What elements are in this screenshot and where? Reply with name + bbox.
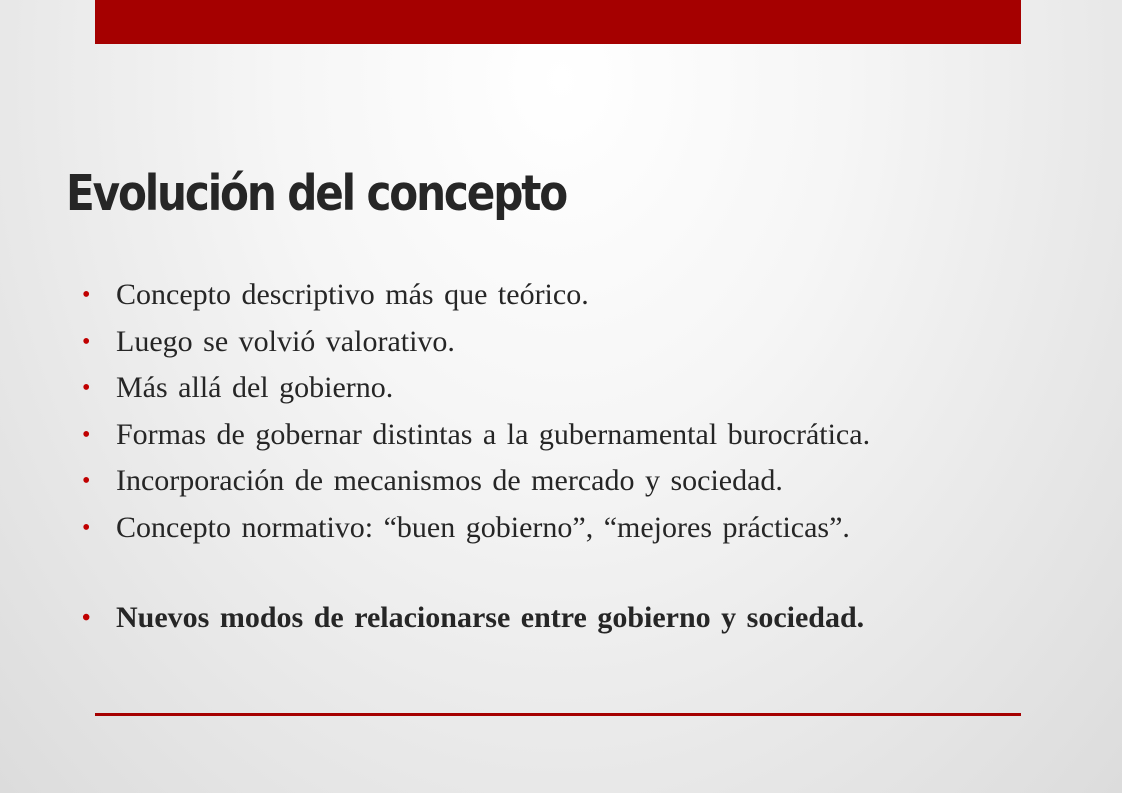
bullet-text: Concepto descriptivo más que teórico. — [116, 278, 589, 311]
bullet-text: Nuevos modos de relacionarse entre gobierno y sociedad. — [116, 601, 865, 634]
bullet-text: Formas de gobernar distintas a la gubernamental burocrática. — [116, 417, 871, 451]
bottom-divider — [95, 713, 1021, 716]
bullet-item — [82, 508, 870, 555]
bullet-item — [82, 368, 870, 415]
bullet-text: Incorporación de mecanismos de mercado y sociedad. — [116, 464, 783, 497]
bullet-icon: • — [82, 282, 91, 308]
bullet-item-emphasis — [82, 598, 870, 645]
bullet-icon: • — [82, 605, 91, 631]
slide-title: Evolución del concepto — [66, 165, 567, 222]
bullet-item — [82, 461, 870, 508]
bullet-item — [82, 275, 870, 322]
bullet-text: Más allá del gobierno. — [116, 371, 394, 404]
bullet-icon: • — [82, 375, 91, 401]
bullet-item — [82, 322, 870, 369]
bullet-text: Concepto normativo: “buen gobierno”, “mejores prácticas”. — [116, 510, 850, 544]
bullet-icon: • — [82, 328, 91, 355]
bullet-list — [82, 275, 870, 645]
bullet-text: Luego se volvió valorativo. — [116, 324, 455, 358]
top-accent-bar — [95, 0, 1021, 44]
bullet-icon: • — [82, 468, 91, 494]
bullet-icon: • — [82, 421, 91, 448]
bullet-icon: • — [82, 514, 91, 541]
bullet-item — [82, 415, 870, 462]
